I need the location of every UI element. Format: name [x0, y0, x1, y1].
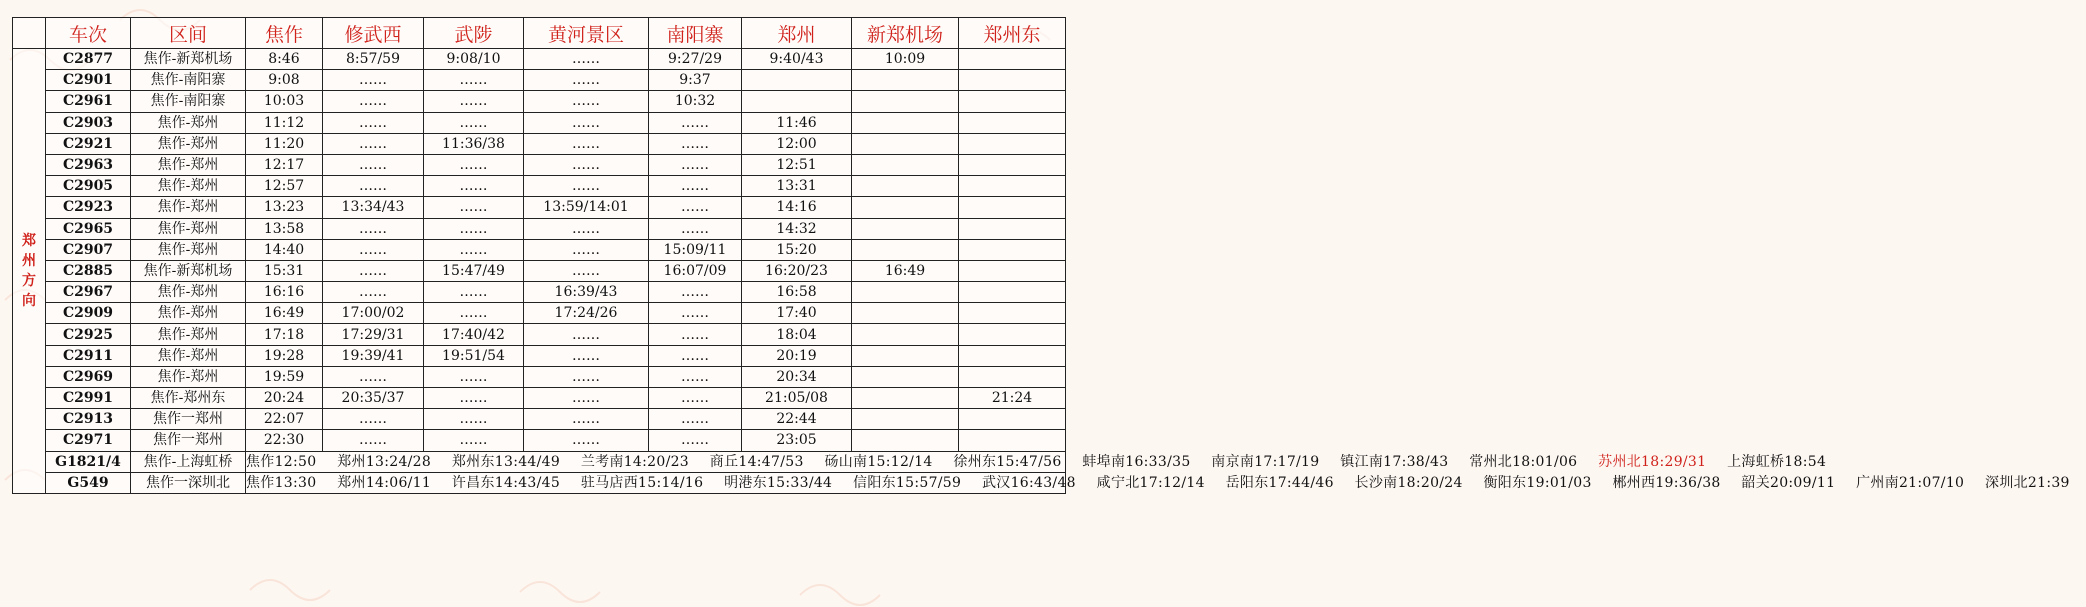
- time-cell: [852, 91, 959, 112]
- train-number: G549: [46, 472, 131, 493]
- train-number: C2961: [46, 91, 131, 112]
- stop-time: 明港东15:33/44: [724, 474, 833, 491]
- route: 焦作-郑州: [131, 303, 246, 324]
- time-cell: 10:32: [649, 91, 742, 112]
- time-cell: ……: [323, 91, 424, 112]
- train-row: [13, 324, 1066, 345]
- time-cell: [852, 366, 959, 387]
- time-cell: ……: [323, 409, 424, 430]
- time-cell: ……: [323, 366, 424, 387]
- time-cell: [959, 49, 1066, 70]
- time-cell: 15:09/11: [649, 239, 742, 260]
- time-cell: ……: [323, 260, 424, 281]
- direction-label: [13, 49, 46, 494]
- time-cell: 16:20/23: [742, 260, 852, 281]
- time-cell: ……: [524, 366, 649, 387]
- time-cell: ……: [424, 282, 524, 303]
- train-row: [13, 239, 1066, 260]
- header-station-zhengzhou-east: 郑州东: [959, 18, 1066, 49]
- train-row: [13, 430, 1066, 451]
- time-cell: ……: [524, 176, 649, 197]
- time-cell: ……: [424, 409, 524, 430]
- train-number: C2921: [46, 133, 131, 154]
- time-cell: ……: [323, 176, 424, 197]
- route: 焦作-郑州: [131, 366, 246, 387]
- time-cell: [852, 388, 959, 409]
- time-cell: 16:39/43: [524, 282, 649, 303]
- train-row: [13, 197, 1066, 218]
- time-cell: 10:03: [246, 91, 323, 112]
- train-number: C2903: [46, 112, 131, 133]
- time-cell: ……: [424, 303, 524, 324]
- time-cell: [852, 239, 959, 260]
- stop-time: 上海虹桥18:54: [1727, 453, 1827, 470]
- stop-time: 蚌埠南16:33/35: [1082, 453, 1191, 470]
- time-cell: 16:07/09: [649, 260, 742, 281]
- time-cell: 22:07: [246, 409, 323, 430]
- train-row: [13, 154, 1066, 175]
- time-cell: 16:49: [852, 260, 959, 281]
- time-cell: ……: [649, 303, 742, 324]
- train-number: G1821/4: [46, 451, 131, 472]
- train-row: [13, 133, 1066, 154]
- time-cell: [852, 324, 959, 345]
- time-cell: [742, 70, 852, 91]
- train-number: C2923: [46, 197, 131, 218]
- direction-char: 向: [22, 292, 36, 309]
- stop-time: 许昌东14:43/45: [451, 474, 561, 491]
- stop-time: 广州南21:07/10: [1856, 474, 1965, 491]
- stop-time: 衡阳东19:01/03: [1483, 474, 1592, 491]
- time-cell: ……: [524, 154, 649, 175]
- time-cell: 9:27/29: [649, 49, 742, 70]
- time-cell: 14:16: [742, 197, 852, 218]
- train-row: [13, 303, 1066, 324]
- train-row: [13, 176, 1066, 197]
- time-cell: 9:08: [246, 70, 323, 91]
- route: 焦作-新郑机场: [131, 260, 246, 281]
- train-number: C2877: [46, 49, 131, 70]
- stop-time: 郑州13:24/28: [337, 453, 432, 470]
- stop-time: 岳阳东17:44/46: [1225, 474, 1334, 491]
- stop-time: 砀山南15:12/14: [824, 453, 933, 470]
- time-cell: ……: [323, 70, 424, 91]
- stop-list: [246, 472, 2070, 493]
- long-train-row: [13, 451, 1066, 472]
- route: 焦作-南阳寨: [131, 70, 246, 91]
- time-cell: ……: [524, 260, 649, 281]
- time-cell: ……: [524, 239, 649, 260]
- time-cell: 16:16: [246, 282, 323, 303]
- time-cell: ……: [524, 49, 649, 70]
- time-cell: 10:09: [852, 49, 959, 70]
- time-cell: ……: [524, 112, 649, 133]
- header-station-jiaozuo: 焦作: [246, 18, 323, 49]
- time-cell: ……: [323, 133, 424, 154]
- time-cell: 13:23: [246, 197, 323, 218]
- train-number: C2913: [46, 409, 131, 430]
- train-number: C2909: [46, 303, 131, 324]
- route: 焦作-郑州: [131, 133, 246, 154]
- header-station-wuzhi: 武陟: [424, 18, 524, 49]
- time-cell: 16:58: [742, 282, 852, 303]
- time-cell: ……: [649, 176, 742, 197]
- timetable: [12, 17, 2070, 494]
- stop-time: 兰考南14:20/23: [580, 453, 690, 470]
- route: 焦作一郑州: [131, 409, 246, 430]
- time-cell: [959, 239, 1066, 260]
- header-train-number: 车次: [46, 18, 131, 49]
- time-cell: ……: [649, 133, 742, 154]
- train-number: C2991: [46, 388, 131, 409]
- stop-time: 焦作13:30: [246, 474, 317, 491]
- time-cell: 19:59: [246, 366, 323, 387]
- time-cell: [959, 260, 1066, 281]
- train-row: [13, 409, 1066, 430]
- time-cell: [852, 430, 959, 451]
- time-cell: [959, 282, 1066, 303]
- time-cell: 11:20: [246, 133, 323, 154]
- stop-time: 韶关20:09/11: [1741, 474, 1836, 491]
- time-cell: 12:51: [742, 154, 852, 175]
- train-row: [13, 345, 1066, 366]
- time-cell: ……: [649, 218, 742, 239]
- route: 焦作-南阳寨: [131, 91, 246, 112]
- time-cell: ……: [424, 218, 524, 239]
- route: 焦作-郑州: [131, 324, 246, 345]
- direction-char: 郑: [22, 232, 36, 249]
- stop-time: 郴州西19:36/38: [1612, 474, 1721, 491]
- time-cell: ……: [424, 366, 524, 387]
- time-cell: 22:30: [246, 430, 323, 451]
- time-cell: ……: [424, 239, 524, 260]
- stop-time: 商丘14:47/53: [709, 453, 804, 470]
- time-cell: [852, 303, 959, 324]
- time-cell: 9:08/10: [424, 49, 524, 70]
- time-cell: [959, 303, 1066, 324]
- time-cell: ……: [323, 112, 424, 133]
- stop-time: 镇江南17:38/43: [1340, 453, 1449, 470]
- time-cell: ……: [323, 239, 424, 260]
- time-cell: 19:39/41: [323, 345, 424, 366]
- route: 焦作一郑州: [131, 430, 246, 451]
- route: 焦作-新郑机场: [131, 49, 246, 70]
- time-cell: [959, 366, 1066, 387]
- time-cell: 8:57/59: [323, 49, 424, 70]
- time-cell: [959, 154, 1066, 175]
- time-cell: [959, 112, 1066, 133]
- header-station-xiuwuxi: 修武西: [323, 18, 424, 49]
- time-cell: [852, 282, 959, 303]
- route: 焦作一深圳北: [131, 472, 246, 493]
- train-number: C2911: [46, 345, 131, 366]
- stop-time: 咸宁北17:12/14: [1096, 474, 1205, 491]
- time-cell: 20:19: [742, 345, 852, 366]
- time-cell: 17:24/26: [524, 303, 649, 324]
- time-cell: 11:36/38: [424, 133, 524, 154]
- time-cell: [959, 218, 1066, 239]
- train-number: C2907: [46, 239, 131, 260]
- time-cell: 20:34: [742, 366, 852, 387]
- time-cell: [959, 324, 1066, 345]
- header-row: [13, 18, 1066, 49]
- train-row: [13, 49, 1066, 70]
- stop-time: 武汉16:43/48: [981, 474, 1076, 491]
- time-cell: [852, 409, 959, 430]
- time-cell: ……: [524, 218, 649, 239]
- time-cell: ……: [649, 324, 742, 345]
- time-cell: ……: [424, 154, 524, 175]
- time-cell: ……: [649, 409, 742, 430]
- train-number: C2971: [46, 430, 131, 451]
- time-cell: 9:40/43: [742, 49, 852, 70]
- stop-time: 长沙南18:20/24: [1354, 474, 1463, 491]
- time-cell: 9:37: [649, 70, 742, 91]
- time-cell: [852, 70, 959, 91]
- route: 焦作-郑州: [131, 282, 246, 303]
- time-cell: ……: [524, 388, 649, 409]
- time-cell: 22:44: [742, 409, 852, 430]
- time-cell: [959, 91, 1066, 112]
- stop-time: 郑州14:06/11: [337, 474, 432, 491]
- direction-char: 州: [22, 252, 36, 269]
- time-cell: [852, 154, 959, 175]
- time-cell: 23:05: [742, 430, 852, 451]
- train-number: C2965: [46, 218, 131, 239]
- time-cell: ……: [524, 70, 649, 91]
- time-cell: 12:00: [742, 133, 852, 154]
- time-cell: 15:31: [246, 260, 323, 281]
- stop-time: 深圳北21:39: [1985, 474, 2070, 491]
- header-station-xinzheng-airport: 新郑机场: [852, 18, 959, 49]
- time-cell: [959, 70, 1066, 91]
- time-cell: [959, 133, 1066, 154]
- time-cell: 19:51/54: [424, 345, 524, 366]
- time-cell: ……: [649, 282, 742, 303]
- time-cell: 19:28: [246, 345, 323, 366]
- stop-time: 郑州东13:44/49: [451, 453, 561, 470]
- train-number: C2901: [46, 70, 131, 91]
- time-cell: [959, 197, 1066, 218]
- train-row: [13, 70, 1066, 91]
- time-cell: ……: [649, 112, 742, 133]
- time-cell: ……: [649, 430, 742, 451]
- time-cell: ……: [424, 112, 524, 133]
- time-cell: 13:34/43: [323, 197, 424, 218]
- train-row: [13, 260, 1066, 281]
- stop-time: 苏州北18:29/31: [1598, 453, 1707, 470]
- time-cell: ……: [649, 388, 742, 409]
- time-cell: 13:58: [246, 218, 323, 239]
- time-cell: 15:47/49: [424, 260, 524, 281]
- time-cell: [852, 345, 959, 366]
- route: 焦作-郑州: [131, 197, 246, 218]
- stop-time: 信阳东15:57/59: [853, 474, 962, 491]
- train-number: C2963: [46, 154, 131, 175]
- train-row: [13, 388, 1066, 409]
- time-cell: 17:00/02: [323, 303, 424, 324]
- route: 焦作-郑州: [131, 218, 246, 239]
- time-cell: 14:32: [742, 218, 852, 239]
- train-number: C2905: [46, 176, 131, 197]
- time-cell: ……: [323, 282, 424, 303]
- time-cell: [852, 133, 959, 154]
- timetable-container: [12, 17, 2070, 595]
- time-cell: 14:40: [246, 239, 323, 260]
- route: 焦作-郑州: [131, 176, 246, 197]
- time-cell: [852, 197, 959, 218]
- time-cell: 21:05/08: [742, 388, 852, 409]
- time-cell: ……: [424, 70, 524, 91]
- route: 焦作-郑州: [131, 239, 246, 260]
- time-cell: [959, 345, 1066, 366]
- stop-time: 南京南17:17/19: [1211, 453, 1320, 470]
- time-cell: ……: [424, 176, 524, 197]
- train-row: [13, 91, 1066, 112]
- stop-time: 驻马店西15:14/16: [580, 474, 704, 491]
- header-station-zhengzhou: 郑州: [742, 18, 852, 49]
- header-station-nanyangzhai: 南阳寨: [649, 18, 742, 49]
- time-cell: 13:59/14:01: [524, 197, 649, 218]
- direction-char: 方: [22, 272, 36, 289]
- time-cell: [959, 176, 1066, 197]
- header-station-huanghe-scenic: 黄河景区: [524, 18, 649, 49]
- long-train-row: [13, 472, 1066, 493]
- stop-time: 徐州东15:47/56: [953, 453, 1062, 470]
- route: 焦作-郑州东: [131, 388, 246, 409]
- stop-time: 常州北18:01/06: [1469, 453, 1578, 470]
- time-cell: 11:12: [246, 112, 323, 133]
- time-cell: ……: [323, 218, 424, 239]
- header-route: 区间: [131, 18, 246, 49]
- corner-cell: [13, 18, 46, 49]
- train-row: [13, 366, 1066, 387]
- time-cell: [852, 218, 959, 239]
- time-cell: 11:46: [742, 112, 852, 133]
- time-cell: 20:24: [246, 388, 323, 409]
- time-cell: [852, 176, 959, 197]
- train-number: C2925: [46, 324, 131, 345]
- train-row: [13, 218, 1066, 239]
- time-cell: ……: [524, 409, 649, 430]
- time-cell: ……: [649, 154, 742, 175]
- time-cell: ……: [524, 91, 649, 112]
- route: 焦作-郑州: [131, 112, 246, 133]
- time-cell: 17:40/42: [424, 324, 524, 345]
- train-number: C2969: [46, 366, 131, 387]
- time-cell: ……: [524, 133, 649, 154]
- time-cell: ……: [524, 430, 649, 451]
- time-cell: ……: [649, 197, 742, 218]
- time-cell: ……: [424, 388, 524, 409]
- time-cell: [742, 91, 852, 112]
- train-number: C2967: [46, 282, 131, 303]
- time-cell: 15:20: [742, 239, 852, 260]
- route: 焦作-郑州: [131, 345, 246, 366]
- stop-time: 焦作12:50: [246, 453, 317, 470]
- time-cell: ……: [424, 197, 524, 218]
- time-cell: ……: [649, 345, 742, 366]
- time-cell: 17:18: [246, 324, 323, 345]
- time-cell: 17:29/31: [323, 324, 424, 345]
- time-cell: ……: [524, 324, 649, 345]
- route: 焦作-上海虹桥: [131, 451, 246, 472]
- time-cell: 8:46: [246, 49, 323, 70]
- time-cell: [959, 430, 1066, 451]
- train-row: [13, 282, 1066, 303]
- time-cell: ……: [524, 345, 649, 366]
- stop-list: [246, 451, 1827, 472]
- route: 焦作-郑州: [131, 154, 246, 175]
- time-cell: ……: [424, 91, 524, 112]
- time-cell: [852, 112, 959, 133]
- time-cell: ……: [323, 430, 424, 451]
- time-cell: 12:17: [246, 154, 323, 175]
- time-cell: 21:24: [959, 388, 1066, 409]
- time-cell: 20:35/37: [323, 388, 424, 409]
- time-cell: 12:57: [246, 176, 323, 197]
- train-number: C2885: [46, 260, 131, 281]
- time-cell: ……: [649, 366, 742, 387]
- time-cell: [959, 409, 1066, 430]
- train-row: [13, 112, 1066, 133]
- time-cell: ……: [323, 154, 424, 175]
- time-cell: 16:49: [246, 303, 323, 324]
- time-cell: 13:31: [742, 176, 852, 197]
- time-cell: 18:04: [742, 324, 852, 345]
- time-cell: ……: [424, 430, 524, 451]
- time-cell: 17:40: [742, 303, 852, 324]
